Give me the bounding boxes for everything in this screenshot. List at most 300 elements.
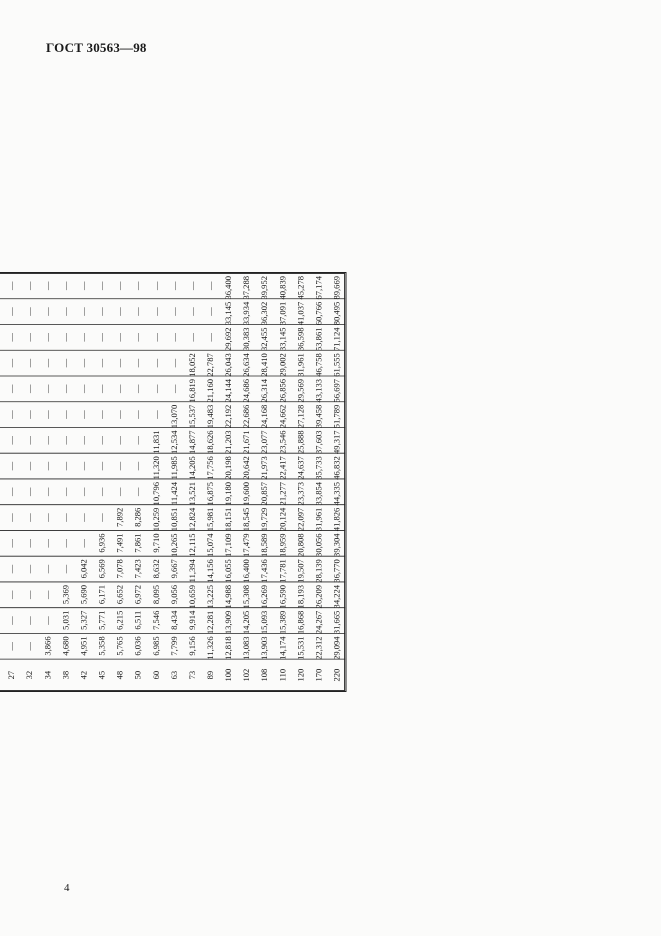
mass-value-cell: 21,203 (223, 430, 234, 454)
dash-cell: — (96, 384, 107, 394)
mass-value-cell: 20,124 (277, 507, 288, 532)
diameter-cell: 120 (295, 668, 306, 682)
dash-cell: — (114, 436, 125, 445)
mass-value-cell: 13,909 (223, 610, 234, 635)
mass-value-cell: 4,680 (60, 636, 71, 656)
mass-value-cell: 16,400 (241, 559, 252, 583)
mass-value-cell: 5,771 (96, 610, 107, 630)
dash-cell: — (150, 333, 161, 342)
dash-cell: — (96, 281, 107, 291)
mass-value-cell: 31,961 (313, 507, 324, 532)
mass-value-cell: 15,093 (259, 610, 270, 635)
dash-cell: — (24, 358, 35, 368)
mass-value-cell: 8,632 (150, 559, 161, 579)
mass-value-cell: 14,156 (204, 559, 215, 583)
mass-value-cell: 67,174 (313, 275, 324, 300)
mass-value-cell: 29,002 (277, 353, 288, 377)
mass-value-cell: 60,766 (313, 301, 324, 326)
dash-cell: — (114, 384, 125, 394)
mass-value-cell: 26,209 (313, 584, 324, 609)
dash-cell: — (96, 436, 107, 445)
mass-value-cell: 22,417 (277, 456, 288, 480)
mass-value-cell: 41,826 (331, 507, 342, 532)
mass-value-cell: 9,667 (168, 559, 179, 579)
mass-value-cell: 12,534 (168, 430, 179, 454)
mass-value-cell: 71,124 (331, 327, 342, 351)
mass-value-cell: 10,659 (186, 584, 197, 609)
mass-value-cell: 9,710 (150, 533, 161, 553)
mass-value-cell: 22,192 (223, 404, 234, 429)
dash-cell: — (96, 410, 107, 419)
dash-cell: — (42, 616, 53, 625)
dash-cell: — (60, 513, 71, 522)
mass-value-cell: 35,733 (313, 456, 324, 480)
mass-value-cell: 15,531 (295, 636, 306, 660)
mass-value-cell: 17,436 (259, 559, 270, 583)
dash-cell: — (24, 461, 35, 471)
mass-value-cell: 14,205 (186, 456, 197, 480)
mass-value-cell: 23,077 (259, 430, 270, 454)
diameter-cell: 102 (241, 668, 252, 682)
diameter-cell: 73 (186, 670, 197, 680)
dash-cell: — (78, 333, 89, 342)
mass-value-cell: 13,225 (204, 584, 215, 609)
mass-value-cell: 49,317 (331, 430, 342, 454)
dash-cell: — (42, 513, 53, 522)
mass-value-cell: 6,036 (132, 636, 143, 656)
mass-value-cell: 6,985 (150, 636, 161, 656)
dash-cell: — (6, 616, 17, 625)
diameter-cell: 170 (313, 668, 324, 682)
mass-value-cell: 36,770 (331, 559, 342, 583)
page-number: 4 (64, 882, 70, 894)
mass-value-cell: 33,145 (277, 327, 288, 351)
dash-cell: — (132, 487, 143, 497)
mass-value-cell: 19,507 (295, 559, 306, 583)
mass-value-cell: 89,669 (331, 275, 342, 300)
dash-cell: — (42, 461, 53, 471)
mass-value-cell: 7,546 (150, 610, 161, 630)
mass-value-cell: 41,037 (295, 301, 306, 326)
mass-value-cell: 17,479 (241, 533, 252, 557)
mass-value-cell: 30,056 (313, 533, 324, 557)
dash-cell: — (60, 358, 71, 368)
dash-cell: — (168, 307, 179, 316)
mass-value-cell: 46,832 (331, 456, 342, 480)
dash-cell: — (168, 281, 179, 291)
dash-cell: — (42, 384, 53, 394)
mass-value-cell: 28,139 (313, 559, 324, 583)
mass-value-cell: 5,031 (60, 610, 71, 630)
mass-value-cell: 43,133 (313, 378, 324, 403)
mass-value-cell: 9,156 (186, 636, 197, 656)
mass-value-cell: 7,491 (114, 533, 125, 553)
mass-value-cell: 26,314 (259, 378, 270, 403)
mass-value-cell: 45,278 (295, 275, 306, 300)
mass-value-cell: 33,854 (313, 481, 324, 506)
mass-value-cell: 8,434 (168, 610, 179, 630)
dash-cell: — (114, 281, 125, 291)
mass-value-cell: 14,877 (186, 430, 197, 454)
mass-value-cell: 17,781 (277, 559, 288, 583)
mass-value-cell: 39,304 (331, 533, 342, 557)
mass-value-cell: 20,642 (241, 456, 252, 480)
mass-value-cell: 51,789 (331, 404, 342, 429)
dash-cell: — (6, 513, 17, 522)
mass-value-cell: 18,193 (295, 584, 306, 609)
mass-value-cell: 6,569 (96, 559, 107, 579)
dash-cell: — (96, 487, 107, 497)
mass-value-cell: 37,603 (313, 430, 324, 454)
mass-value-cell: 18,052 (186, 353, 197, 377)
dash-cell: — (204, 333, 215, 342)
dash-cell: — (168, 384, 179, 394)
mass-value-cell: 21,277 (277, 481, 288, 506)
dash-cell: — (78, 461, 89, 471)
mass-value-cell: 5,765 (114, 636, 125, 656)
dash-cell: — (96, 461, 107, 471)
mass-value-cell: 22,686 (241, 404, 252, 429)
dash-cell: — (6, 307, 17, 316)
mass-value-cell: 5,327 (78, 610, 89, 630)
mass-value-cell: 20,808 (295, 533, 306, 557)
mass-value-cell: 20,857 (259, 481, 270, 506)
dash-cell: — (204, 281, 215, 291)
mass-value-cell: 30,383 (241, 327, 252, 351)
mass-value-cell: 40,839 (277, 275, 288, 300)
mass-value-cell: 39,458 (313, 404, 324, 429)
mass-value-cell: 12,824 (186, 507, 197, 532)
dash-cell: — (114, 333, 125, 342)
dash-cell: — (6, 358, 17, 368)
dash-cell: — (168, 333, 179, 342)
mass-value-cell: 15,389 (277, 610, 288, 635)
dash-cell: — (78, 358, 89, 368)
dash-cell: — (42, 281, 53, 291)
mass-value-cell: 3,866 (42, 636, 53, 656)
mass-value-cell: 21,973 (259, 456, 270, 480)
mass-value-cell: 6,215 (114, 610, 125, 630)
dash-cell: — (6, 281, 17, 291)
diameter-cell: 32 (24, 670, 35, 680)
dash-cell: — (42, 564, 53, 574)
mass-value-cell: 24,168 (259, 404, 270, 429)
dash-cell: — (132, 384, 143, 394)
dash-cell: — (42, 410, 53, 419)
dash-cell: — (168, 358, 179, 368)
mass-value-cell: 10,265 (168, 533, 179, 557)
dash-cell: — (24, 642, 35, 651)
mass-value-cell: 22,787 (204, 353, 215, 377)
mass-value-cell: 18,589 (259, 533, 270, 557)
dash-cell: — (42, 358, 53, 368)
mass-value-cell: 15,308 (241, 584, 252, 609)
mass-value-cell: 23,373 (295, 481, 306, 506)
mass-value-cell: 7,861 (132, 533, 143, 553)
dash-cell: — (78, 307, 89, 316)
dash-cell: — (6, 461, 17, 471)
dash-cell: — (150, 358, 161, 368)
diameter-cell: 48 (114, 670, 125, 680)
mass-value-cell: 29,692 (223, 327, 234, 351)
dash-cell: — (42, 590, 53, 600)
mass-value-cell: 29,094 (331, 636, 342, 660)
mass-value-cell: 6,511 (132, 610, 143, 630)
dash-cell: — (24, 539, 35, 548)
mass-value-cell: 14,205 (241, 610, 252, 635)
mass-value-cell: 7,078 (114, 559, 125, 579)
document-header: ГОСТ 30563—98 (46, 40, 147, 55)
mass-value-cell: 11,326 (204, 636, 215, 660)
dash-cell: — (186, 333, 197, 342)
mass-value-cell: 16,819 (186, 378, 197, 403)
mass-value-cell: 19,483 (204, 404, 215, 429)
dash-cell: — (132, 333, 143, 342)
diameter-cell: 42 (78, 670, 89, 680)
dash-cell: — (114, 307, 125, 316)
dash-cell: — (24, 590, 35, 600)
dash-cell: — (132, 410, 143, 419)
mass-value-cell: 10,259 (150, 507, 161, 532)
diameter-cell: 108 (259, 668, 270, 682)
dash-cell: — (186, 281, 197, 291)
mass-value-cell: 16,269 (259, 584, 270, 609)
rotated-table-block (0, 272, 347, 692)
mass-value-cell: 5,369 (60, 584, 71, 605)
mass-value-cell: 10,796 (150, 481, 161, 506)
mass-value-cell: 16,875 (204, 481, 215, 506)
mass-value-cell: 6,972 (132, 584, 143, 605)
dash-cell: — (96, 333, 107, 342)
dash-cell: — (42, 487, 53, 497)
mass-value-cell: 6,936 (96, 533, 107, 553)
mass-value-cell: 9,914 (186, 610, 197, 630)
mass-value-cell: 22,097 (295, 507, 306, 532)
mass-value-cell: 46,758 (313, 353, 324, 377)
mass-value-cell: 29,569 (295, 378, 306, 403)
dash-cell: — (6, 333, 17, 342)
dash-cell: — (60, 281, 71, 291)
mass-value-cell: 15,074 (204, 533, 215, 557)
mass-value-cell: 28,410 (259, 353, 270, 377)
dash-cell: — (96, 307, 107, 316)
mass-value-cell: 11,320 (150, 456, 161, 480)
dash-cell: — (150, 281, 161, 291)
mass-value-cell: 36,400 (223, 275, 234, 300)
mass-value-cell: 6,171 (96, 584, 107, 605)
dash-cell: — (150, 384, 161, 394)
mass-value-cell: 19,729 (259, 507, 270, 532)
dash-cell: — (60, 307, 71, 316)
mass-value-cell: 19,600 (241, 481, 252, 506)
diameter-cell: 27 (6, 670, 17, 680)
mass-value-cell: 6,042 (78, 559, 89, 579)
dash-cell: — (60, 333, 71, 342)
mass-value-cell: 39,952 (259, 275, 270, 300)
mass-value-cell: 12,818 (223, 636, 234, 660)
diameter-cell: 50 (132, 670, 143, 680)
dash-cell: — (6, 564, 17, 574)
dash-cell: — (78, 436, 89, 445)
mass-value-cell: 13,521 (186, 481, 197, 506)
diameter-cell: 63 (168, 670, 179, 680)
dash-cell: — (24, 487, 35, 497)
mass-value-cell: 37,288 (241, 275, 252, 300)
mass-value-cell: 13,070 (168, 404, 179, 429)
mass-value-cell: 53,861 (313, 327, 324, 351)
mass-value-cell: 7,799 (168, 636, 179, 656)
mass-value-cell: 19,180 (223, 481, 234, 506)
mass-value-cell: 24,662 (277, 404, 288, 429)
dash-cell: — (24, 333, 35, 342)
mass-value-cell: 37,091 (277, 301, 288, 326)
dash-cell: — (6, 487, 17, 497)
mass-value-cell: 8,286 (132, 507, 143, 527)
dash-cell: — (60, 436, 71, 445)
mass-value-cell: 16,868 (295, 610, 306, 635)
mass-value-cell: 17,756 (204, 456, 215, 480)
mass-value-cell: 34,224 (331, 584, 342, 609)
mass-value-cell: 18,545 (241, 507, 252, 532)
mass-value-cell: 20,198 (223, 456, 234, 480)
dash-cell: — (78, 513, 89, 522)
dash-cell: — (78, 384, 89, 394)
mass-value-cell: 13,903 (259, 636, 270, 660)
dash-cell: — (24, 307, 35, 316)
mass-value-cell: 18,626 (204, 430, 215, 454)
mass-value-cell: 26,043 (223, 353, 234, 377)
diameter-cell: 60 (150, 670, 161, 680)
dash-cell: — (42, 539, 53, 548)
mass-value-cell: 13,083 (241, 636, 252, 660)
mass-value-cell: 12,281 (204, 610, 215, 635)
diameter-cell: 89 (204, 670, 215, 680)
dash-cell: — (6, 539, 17, 548)
dash-cell: — (42, 436, 53, 445)
dash-cell: — (24, 436, 35, 445)
dash-cell: — (6, 642, 17, 651)
diameter-cell: 220 (331, 668, 342, 682)
diameter-cell: 110 (277, 668, 288, 682)
diameter-cell: 100 (223, 668, 234, 682)
dash-cell: — (132, 436, 143, 445)
mass-value-cell: 18,151 (223, 507, 234, 532)
dash-cell: — (6, 436, 17, 445)
mass-value-cell: 33,145 (223, 301, 234, 326)
diameter-cell: 38 (60, 670, 71, 680)
dash-cell: — (78, 487, 89, 497)
mass-value-cell: 7,892 (114, 507, 125, 527)
mass-value-cell: 24,686 (241, 378, 252, 403)
dash-cell: — (114, 487, 125, 497)
mass-value-cell: 17,109 (223, 533, 234, 557)
mass-value-cell: 27,128 (295, 404, 306, 429)
dash-cell: — (150, 307, 161, 316)
mass-value-cell: 33,934 (241, 301, 252, 326)
mass-value-cell: 12,115 (186, 533, 197, 557)
mass-table (0, 272, 347, 692)
mass-value-cell: 16,590 (277, 584, 288, 609)
dash-cell: — (114, 461, 125, 471)
dash-cell: — (6, 590, 17, 600)
mass-value-cell: 23,546 (277, 430, 288, 454)
mass-value-cell: 11,394 (186, 559, 197, 583)
dash-cell: — (24, 564, 35, 574)
dash-cell: — (114, 410, 125, 419)
mass-value-cell: 36,598 (295, 327, 306, 351)
dash-cell: — (114, 358, 125, 368)
mass-value-cell: 5,358 (96, 636, 107, 656)
mass-value-cell: 14,174 (277, 636, 288, 660)
mass-value-cell: 16,055 (223, 559, 234, 583)
dash-cell: — (132, 281, 143, 291)
dash-cell: — (24, 384, 35, 394)
mass-value-cell: 21,671 (241, 430, 252, 454)
mass-value-cell: 9,056 (168, 584, 179, 605)
mass-value-cell: 5,690 (78, 584, 89, 605)
mass-value-cell: 21,160 (204, 378, 215, 403)
mass-value-cell: 22,312 (313, 636, 324, 660)
dash-cell: — (42, 307, 53, 316)
mass-value-cell: 31,961 (295, 353, 306, 377)
mass-value-cell: 24,267 (313, 610, 324, 635)
dash-cell: — (78, 410, 89, 419)
mass-value-cell: 14,988 (223, 584, 234, 609)
dash-cell: — (6, 384, 17, 394)
dash-cell: — (150, 410, 161, 419)
mass-value-cell: 18,959 (277, 533, 288, 557)
dash-cell: — (132, 461, 143, 471)
mass-value-cell: 31,665 (331, 610, 342, 635)
mass-value-cell: 11,985 (168, 456, 179, 480)
dash-cell: — (24, 513, 35, 522)
mass-value-cell: 15,981 (204, 507, 215, 532)
dash-cell: — (24, 281, 35, 291)
mass-value-cell: 32,455 (259, 327, 270, 351)
dash-cell: — (60, 461, 71, 471)
mass-value-cell: 80,495 (331, 301, 342, 326)
dash-cell: — (186, 307, 197, 316)
dash-cell: — (60, 410, 71, 419)
dash-cell: — (78, 281, 89, 291)
dash-cell: — (60, 564, 71, 574)
dash-cell: — (24, 410, 35, 419)
dash-cell: — (24, 616, 35, 625)
dash-cell: — (42, 333, 53, 342)
dash-cell: — (60, 487, 71, 497)
mass-value-cell: 36,302 (259, 301, 270, 326)
mass-value-cell: 6,652 (114, 584, 125, 605)
mass-value-cell: 4,951 (78, 636, 89, 656)
mass-value-cell: 24,637 (295, 456, 306, 480)
mass-value-cell: 10,851 (168, 507, 179, 532)
mass-value-cell: 15,537 (186, 404, 197, 429)
dash-cell: — (96, 513, 107, 522)
dash-cell: — (6, 410, 17, 419)
mass-value-cell: 25,888 (295, 430, 306, 454)
dash-cell: — (78, 539, 89, 548)
mass-value-cell: 8,095 (150, 584, 161, 605)
mass-value-cell: 24,144 (223, 378, 234, 403)
mass-value-cell: 26,634 (241, 353, 252, 377)
dash-cell: — (132, 358, 143, 368)
diameter-cell: 34 (42, 670, 53, 680)
mass-value-cell: 11,831 (150, 430, 161, 454)
mass-value-cell: 61,555 (331, 353, 342, 377)
mass-value-cell: 7,423 (132, 559, 143, 579)
mass-value-cell: 44,335 (331, 481, 342, 506)
mass-value-cell: 11,424 (168, 481, 179, 506)
